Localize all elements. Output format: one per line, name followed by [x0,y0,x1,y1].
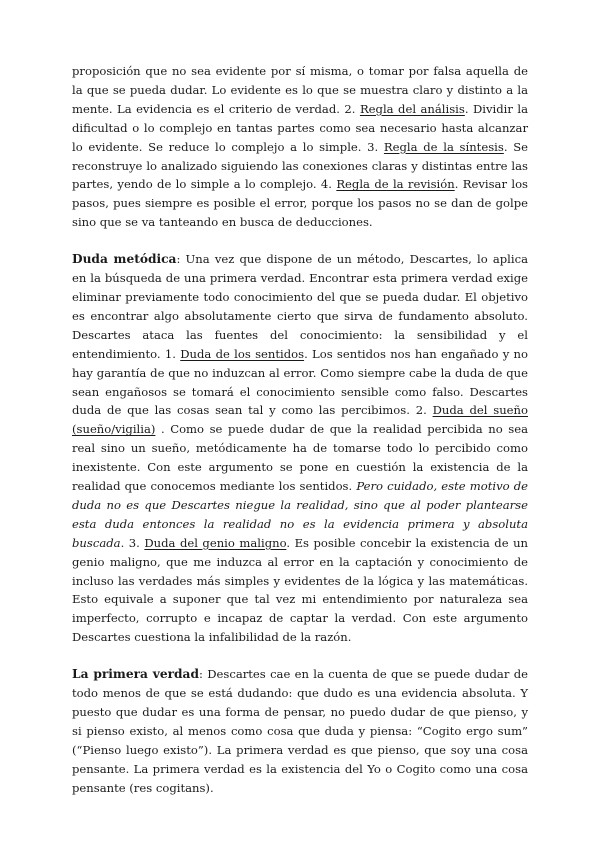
text-run: . Los sentidos nos han engañado y no hay garantía de que no induzcan al error. Como siempre cabe la duda de que sean engañosos se tomará el conocimiento sensible como falso. Descartes duda de que las cosas sean tal y como las percibimos. 2. [72,346,528,418]
text-run: : Una vez que dispone de un método, Descartes, lo aplica en la búsqueda de una primera verdad. Encontrar esta primera verdad exige eliminar previamente todo conocimiento del que se pueda dudar. El objetivo es encontrar algo absolutamente cierto que sirva de fundamento absoluto. Descartes ataca las fuentes del conocimiento: la sensibilidad y el entendimiento. 1. [72,252,528,361]
rule-revision-term: Regla de la revisión [336,177,455,192]
italic-note: Pero cuidado, este motivo de duda no es que Descartes niegue la realidad, sino que al poder plantearse esta duda entonces la realidad no es la evidencia primera y absoluta buscada [72,479,528,550]
text-run: . Es posible concebir la existencia de un genio maligno, que me induzca al error en la captación y conocimiento de incluso las verdades más simples y evidentes de la lógica y las matemáticas. Esto equivale a suponer que tal vez mi entendimiento por naturaleza sea imperfecto, corrupto e incapaz de captar la verdad. Con este argumento Descartes cuestiona la infalibilidad de la razón. [72,535,529,645]
document-page [72,62,528,798]
text-run: . Como se puede dudar de que la realidad percibida no sea real sino un sueño, metódicamente ha de tomarse todo lo percibido como inexistente. Con este argumento se pone en cuestión la existencia de la realidad que conocemos mediante los sentidos. [72,422,528,494]
text-run: . 3. [120,535,145,550]
paragraph-gap [72,232,528,250]
section-heading-duda-metodica: Duda metódica [72,252,177,267]
section-heading-primera-verdad: La primera verdad [72,667,199,682]
rule-analysis-term: Regla del análisis [359,101,465,116]
doubt-evil-genius-term: Duda del genio maligno [144,535,287,550]
paragraph-first-truth [72,665,528,797]
text-run: . Se reconstruye lo analizado siguiendo las conexiones claras y distintas entre las partes, yendo de lo simple a lo complejo. 4. [72,139,529,192]
text-run: . Dividir la dificultad o lo complejo en tantas partes como sea necesario hasta alcanzar lo evidente. Se reduce lo complejo a lo simple. 3. [72,101,529,154]
text-run: . Revisar los pasos, pues siempre es posible el error, porque los pasos no se dan de golpe sino que se va tanteando en busca de deducciones. [72,177,528,230]
text-run: : Descartes cae en la cuenta de que se puede dudar de todo menos de que se está dudando: que dudo es una evidencia absoluta. Y puesto que dudar es una forma de pensar, no puedo dudar de que pienso, y si pienso existo, al menos como cosa que duda y piensa: “Cogito ergo sum” (“Pienso luego existo”). La primera verdad es que pienso, que soy una cosa pensante. La primera verdad es la existencia del Yo o Cogito como una cosa pensante (res cogitans). [72,667,528,795]
doubt-senses-term: Duda de los sentidos [180,346,305,361]
paragraph-method-rules [72,62,528,232]
text-run: proposición que no sea evidente por sí misma, o tomar por falsa aquella de la que se pueda dudar. Lo evidente es lo que se muestra claro y distinto a la mente. La evidencia es el criterio de verdad. 2. [72,64,528,116]
rule-synthesis-term: Regla de la síntesis [383,139,504,154]
paragraph-methodical-doubt [72,250,528,647]
doubt-dream-term: Duda del sueño (sueño/vigilia) [72,403,528,437]
paragraph-gap [72,647,528,665]
